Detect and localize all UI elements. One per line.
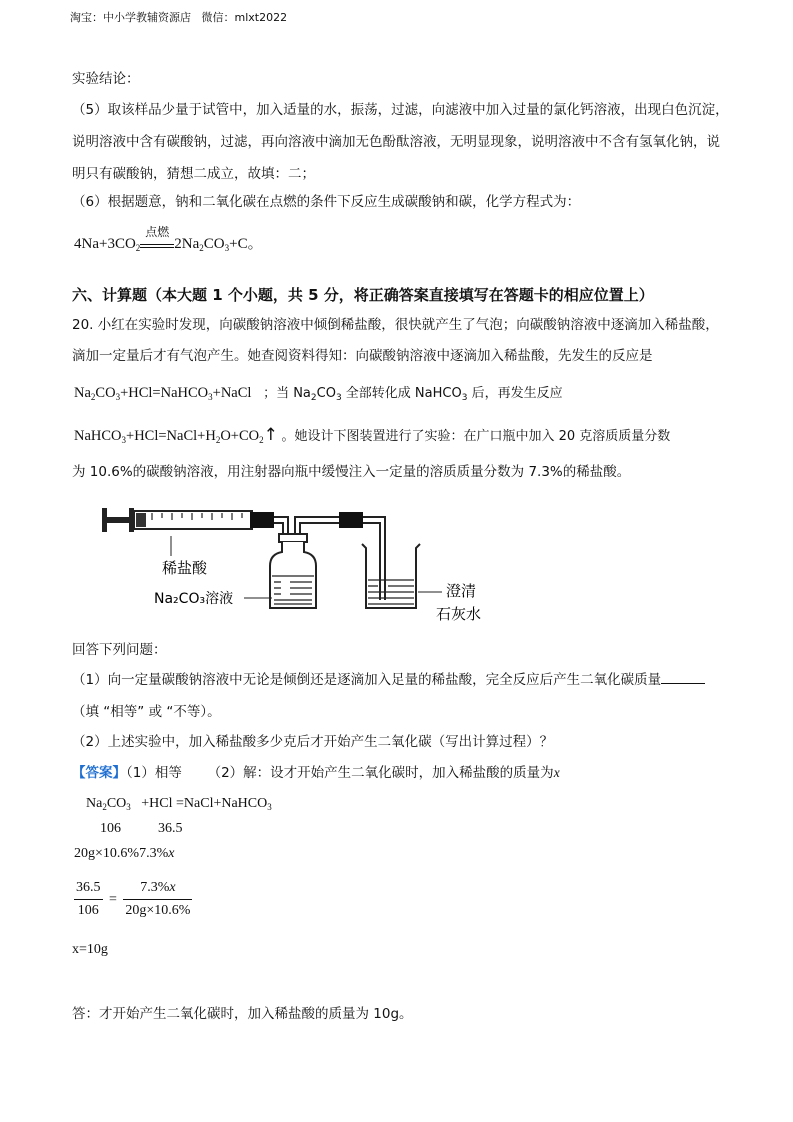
result: x=10g — [72, 942, 108, 957]
section-heading: 六、计算题（本大题 1 个小题，共 5 分，将正确答案直接填写在答题卡的相应位置上） — [72, 286, 654, 304]
header-wechat: 微信：mlxt2022 — [201, 11, 288, 24]
fraction-right: $\frac{7.3\%x}{20g\times 10.6\%}$ — [125, 880, 191, 918]
fraction-left: $\frac{36.5}{106}$ — [76, 880, 101, 918]
reaction-1-tail: ；当 $Na_2CO_3$ 全部转化成 NaHCO$_3$ 后，再发生反应 — [263, 386, 563, 403]
syringe-plunger-handle — [102, 508, 107, 532]
label-solution: Na₂CO₃溶液 — [154, 591, 234, 607]
tube-connector-1 — [250, 512, 274, 528]
reaction-2: $NaHCO_3+HCl=NaCl+H_2O+CO_2↑$ 。她设计下图装置进行了实验：在广口瓶中加入 20 克溶质质量分数 — [74, 425, 671, 445]
syringe-plunger-rod — [107, 517, 129, 523]
label-limewater-1: 澄清 — [446, 582, 477, 600]
molar-mass-na2co3: 106 — [100, 821, 121, 836]
reaction-1: $Na_2CO_3+HCl=NaHCO_3+NaCl$ ；当 $Na_2CO_3$ 全部转化成 NaHCO$_3$ 后，再发生反应 — [74, 385, 563, 403]
conclusion-title: 实验结论： — [72, 71, 140, 87]
syringe-piston — [136, 513, 146, 527]
apparatus-figure — [96, 500, 516, 630]
header-shop: 淘宝：中小学教辅资源店 — [70, 11, 191, 24]
label-acid: 稀盐酸 — [162, 559, 208, 577]
answer-tag: 【答案】 — [72, 765, 126, 781]
bottle-stopper — [279, 534, 307, 542]
answer-prompt: 回答下列问题： — [72, 642, 167, 658]
given-masses: 20g×10.6%7.3%x — [74, 846, 175, 861]
syringe-scale — [152, 513, 242, 520]
question-last-line: 为 10.6%的碳酸钠溶液，用注射器向瓶中缓慢注入一定量的溶质质量分数为 7.3%的稀盐酸。 — [72, 464, 631, 480]
final-answer: 答：才开始产生二氧化碳时，加入稀盐酸的质量为 10g。 — [72, 1006, 413, 1022]
page-header — [70, 9, 287, 25]
calc-equation: $Na_2CO_3$ +HCl =NaCl+NaHCO$_3$ — [86, 796, 272, 812]
conclusion-item-6: （6）根据题意，钠和二氧化碳在点燃的条件下反应生成碳酸钠和碳，化学方程式为： — [72, 194, 581, 210]
tube-connector-2 — [339, 512, 363, 528]
question-2: （2）上述实验中，加入稀盐酸多少克后才开始产生二氧化碳（写出计算过程）？ — [72, 734, 554, 750]
limewater — [368, 580, 414, 604]
label-limewater-2: 石灰水 — [436, 605, 482, 623]
question-intro: 20. 小红在实验时发现，向碳酸钠溶液中倾倒稀盐酸，很快就产生了气泡；向碳酸钠溶液中逐滴加入稀盐酸，滴加一定量后才有气泡产生。她查阅资料得知：向碳酸钠溶液中逐滴加入稀盐酸，先发生的反应是 — [72, 317, 719, 364]
reaction-condition: 点燃 — [140, 238, 174, 248]
combustion-equation: $4Na+3CO_2$ 点燃 $2Na_2CO_3+C$。 — [74, 225, 263, 253]
conclusion-item-5: （5）取该样品少量于试管中，加入适量的水，振荡，过滤，向滤液中加入过量的氯化钙溶液，出现白色沉淀，说明溶液中含有碳酸钠，过滤，再向溶液中滴加无色酚酞溶液，无明显现象，说明溶液中不含有氢氧化钠，说明只有碳酸钠，猜想二成立，故填：二； — [72, 102, 729, 182]
question-1-tail: （填 “相等” 或 “不等）。 — [72, 704, 221, 720]
molar-mass-hcl: 36.5 — [158, 821, 183, 836]
answer-line: 【答案】（1）相等 （2）解：设才开始产生二氧化碳时，加入稀盐酸的质量为x — [72, 765, 560, 781]
wide-mouth-bottle — [270, 542, 316, 608]
proportion-equation: $\frac{36.5}{106}$ = $\frac{7.3\%x}{20g\times 10.6\%}$ — [76, 880, 191, 918]
question-1: （1）向一定量碳酸钠溶液中无论是倾倒还是逐滴加入足量的稀盐酸，完全反应后产生二氧化碳质量 — [72, 664, 732, 696]
answer-blank — [661, 671, 705, 684]
